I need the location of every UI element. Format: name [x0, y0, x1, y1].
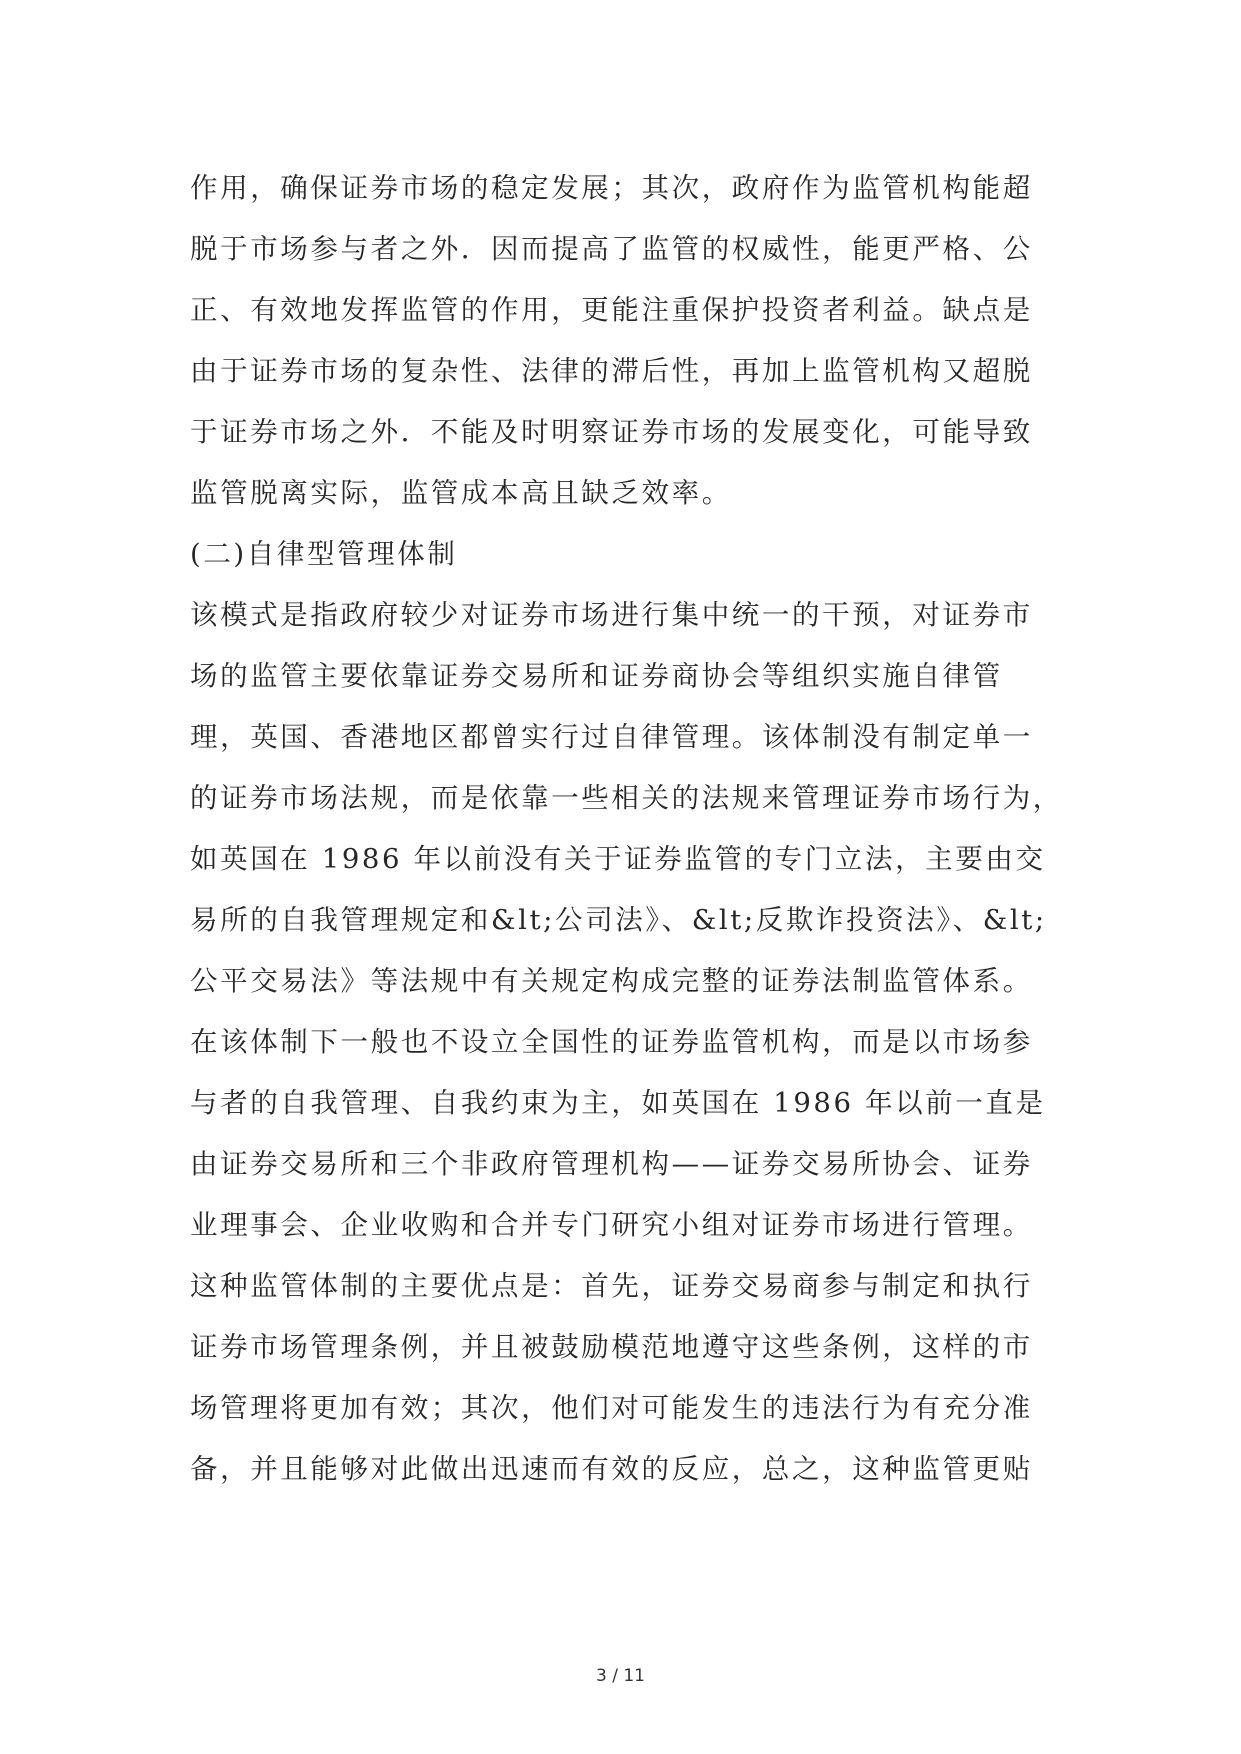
section-heading: (二)自律型管理体制 — [190, 538, 458, 570]
text-line: 如英国在 1986 年以前没有关于证券监管的专门立法，主要由交 — [190, 843, 1046, 875]
text-line: 场的监管主要依靠证券交易所和证券商协会等组织实施自律管 — [190, 660, 1003, 692]
text-line: 该模式是指政府较少对证券市场进行集中统一的干预，对证券市 — [190, 599, 1033, 631]
text-line: 脱于市场参与者之外．因而提高了监管的权威性，能更严格、公 — [190, 233, 1033, 265]
text-line: 场管理将更加有效；其次，他们对可能发生的违法行为有充分准 — [190, 1392, 1033, 1424]
text-line: 公平交易法》等法规中有关规定构成完整的证券法制监管体系。 — [190, 965, 1033, 997]
text-line: 由证券交易所和三个非政府管理机构——证券交易所协会、证券 — [190, 1148, 1033, 1180]
text-line: 备，并且能够对此做出迅速而有效的反应，总之，这种监管更贴 — [190, 1453, 1033, 1485]
text-line: 在该体制下一般也不设立全国性的证券监管机构，而是以市场参 — [190, 1026, 1033, 1058]
text-line: 于证券市场之外．不能及时明察证券市场的发展变化，可能导致 — [190, 416, 1033, 448]
text-line: 理，英国、香港地区都曾实行过自律管理。该体制没有制定单一 — [190, 721, 1033, 753]
text-line: 与者的自我管理、自我约束为主，如英国在 1986 年以前一直是 — [190, 1087, 1046, 1119]
text-line: 正、有效地发挥监管的作用，更能注重保护投资者利益。缺点是 — [190, 294, 1033, 326]
text-line: 这种监管体制的主要优点是：首先，证券交易商参与制定和执行 — [190, 1270, 1033, 1302]
text-line: 证券市场管理条例，并且被鼓励模范地遵守这些条例，这样的市 — [190, 1331, 1033, 1363]
body-text — [190, 158, 1070, 1500]
text-line: 的证券市场法规，而是依靠一些相关的法规来管理证券市场行为， — [190, 782, 1063, 814]
text-line: 由于证券市场的复杂性、法律的滞后性，再加上监管机构又超脱 — [190, 355, 1033, 387]
text-line: 易所的自我管理规定和&lt;公司法》、&lt;反欺诈投资法》、&lt; — [190, 904, 1047, 936]
text-line: 作用，确保证券市场的稳定发展；其次，政府作为监管机构能超 — [190, 172, 1033, 204]
page-number: 3 / 11 — [596, 1666, 645, 1686]
text-line: 监管脱离实际，监管成本高且缺乏效率。 — [190, 477, 732, 509]
text-line: 业理事会、企业收购和合并专门研究小组对证券市场进行管理。 — [190, 1209, 1033, 1241]
